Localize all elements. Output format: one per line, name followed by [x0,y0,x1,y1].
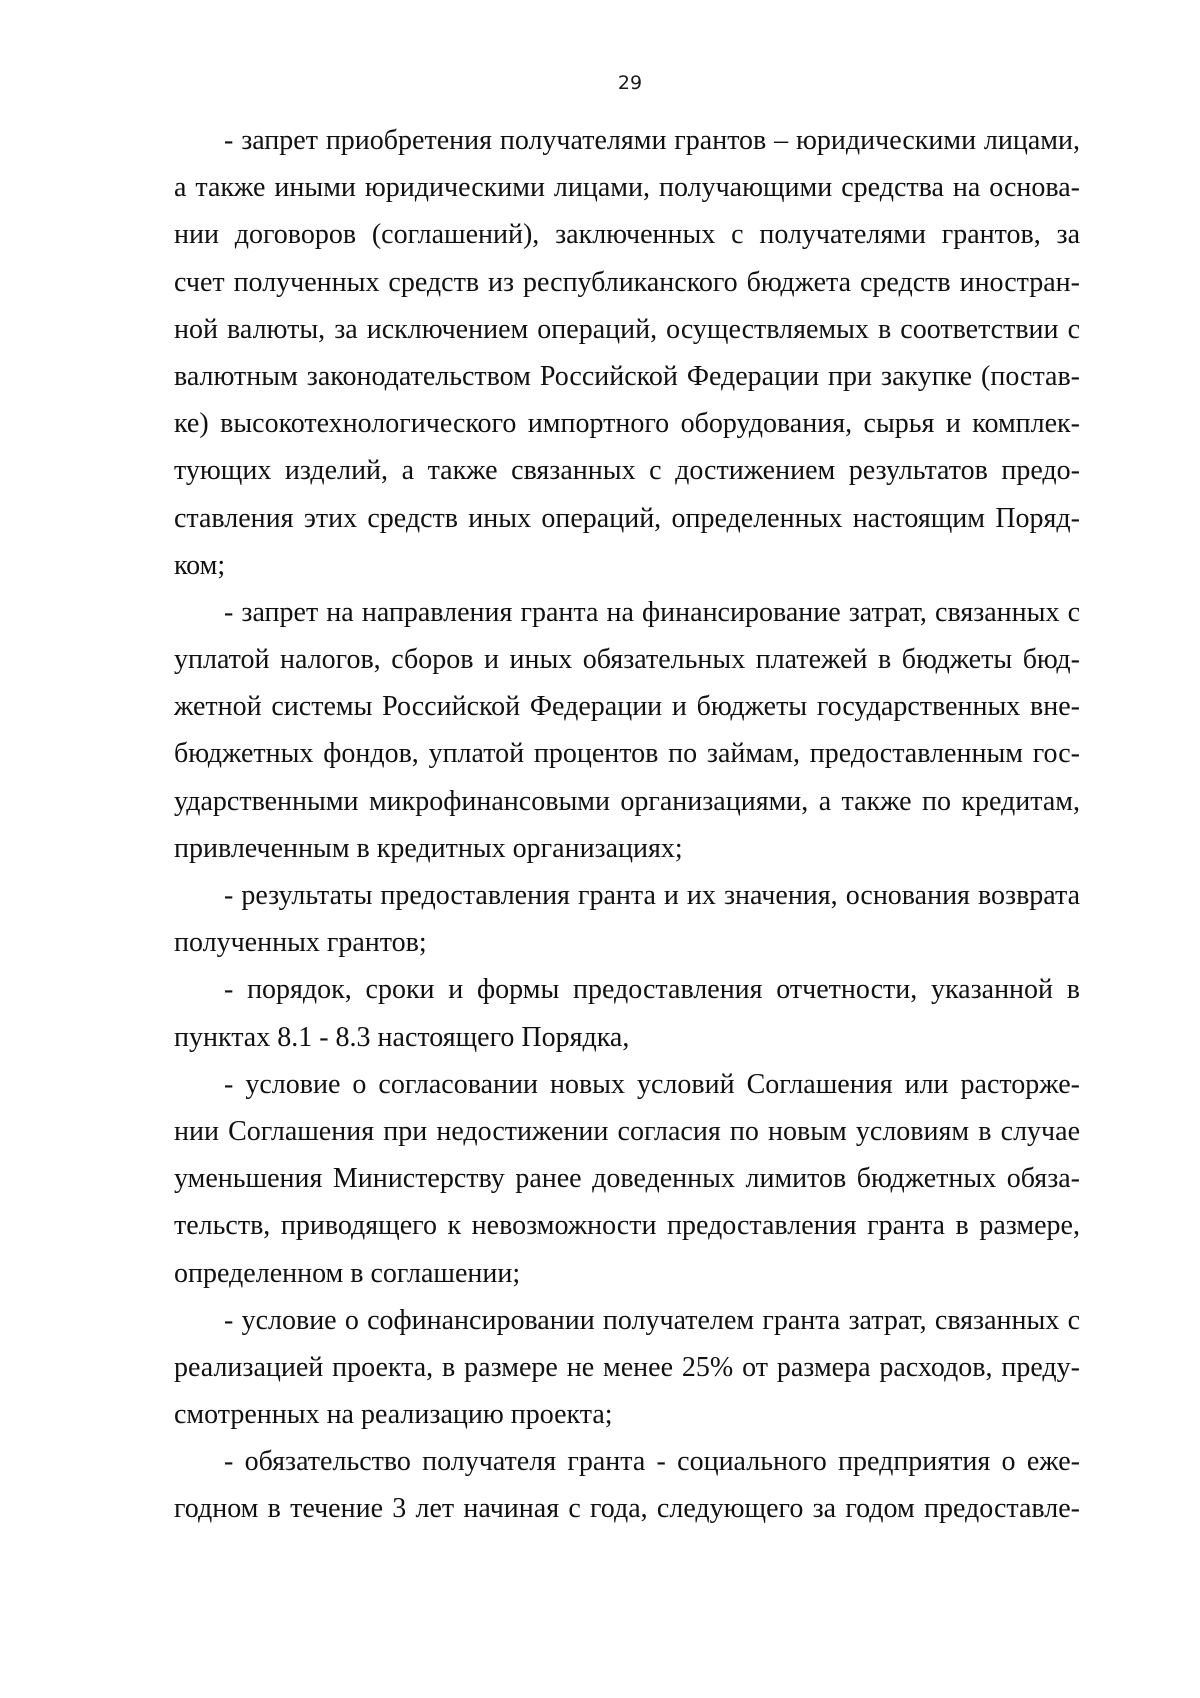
text-line: ком; [174,549,226,581]
text-line: уплатой налогов, сборов и иных обязательных платежей в бюджеты бюд- [174,644,1080,676]
text-line: тующих изделий, а также связанных с достижением результатов предо- [174,455,1080,487]
text-line: - результаты предоставления гранта и их значения, основания возврата [224,880,1080,911]
page-number: 29 [617,72,643,94]
text-line: реализацией проекта, в размере не менее 25% от размера расходов, преду- [174,1351,1080,1383]
text-line: ке) высокотехнологического импортного оборудования, сырья и комплек- [174,408,1080,440]
text-line: тельств, приводящего к невозможности предоставления гранта в размере, [174,1210,1080,1242]
text-line: бюджетных фондов, уплатой процентов по займам, предоставленным гос- [174,738,1080,770]
text-line: годном в течение 3 лет начиная с года, следующего за годом предоставле- [174,1493,1080,1525]
text-line: определенном в соглашении; [174,1257,521,1289]
paragraph [174,117,1080,589]
paragraph [174,589,1080,872]
paragraph [174,966,1080,1060]
text-line: смотренных на реализацию проекта; [174,1399,613,1431]
paragraph [174,872,1080,966]
text-line: привлеченным в кредитных организациях; [174,832,683,864]
text-line: пунктах 8.1 - 8.3 настоящего Порядка, [174,1021,630,1053]
text-line: - порядок, сроки и формы предоставления отчетности, указанной в [224,974,1080,1006]
text-line: валютным законодательством Российской Федерации при закупке (постав- [174,360,1080,392]
text-line: нии Соглашения при недостижении согласия по новым условиям в случае [174,1115,1080,1147]
text-line: счет полученных средств из республиканского бюджета средств иностран- [174,266,1080,298]
text-line: - обязательство получателя гранта - социального предприятия о еже- [224,1446,1080,1478]
text-line: нии договоров (соглашений), заключенных с получателями грантов, за [174,219,1080,251]
document-body [174,117,1080,1533]
text-line: ударственными микрофинансовыми организациями, а также по кредитам, [174,785,1080,817]
text-line: уменьшения Министерству ранее доведенных лимитов бюджетных обяза- [174,1163,1080,1195]
text-line: ной валюты, за исключением операций, осуществляемых в соответствии с [174,313,1080,345]
paragraph [174,1061,1080,1297]
text-line: жетной системы Российской Федерации и бюджеты государственных вне- [174,691,1080,723]
text-line: а также иными юридическими лицами, получающими средства на основа- [174,172,1080,204]
paragraph [174,1438,1080,1532]
text-line: - условие о согласовании новых условий Соглашения или расторже- [224,1068,1080,1100]
text-line: - условие о софинансировании получателем гранта затрат, связанных с [224,1304,1080,1336]
text-line: ставления этих средств иных операций, определенных настоящим Поряд- [174,502,1080,534]
paragraph [174,1297,1080,1439]
text-line: - запрет приобретения получателями грантов – юридическими лицами, [224,125,1080,156]
text-line: полученных грантов; [174,927,427,959]
text-line: - запрет на направления гранта на финансирование затрат, связанных с [224,596,1080,628]
